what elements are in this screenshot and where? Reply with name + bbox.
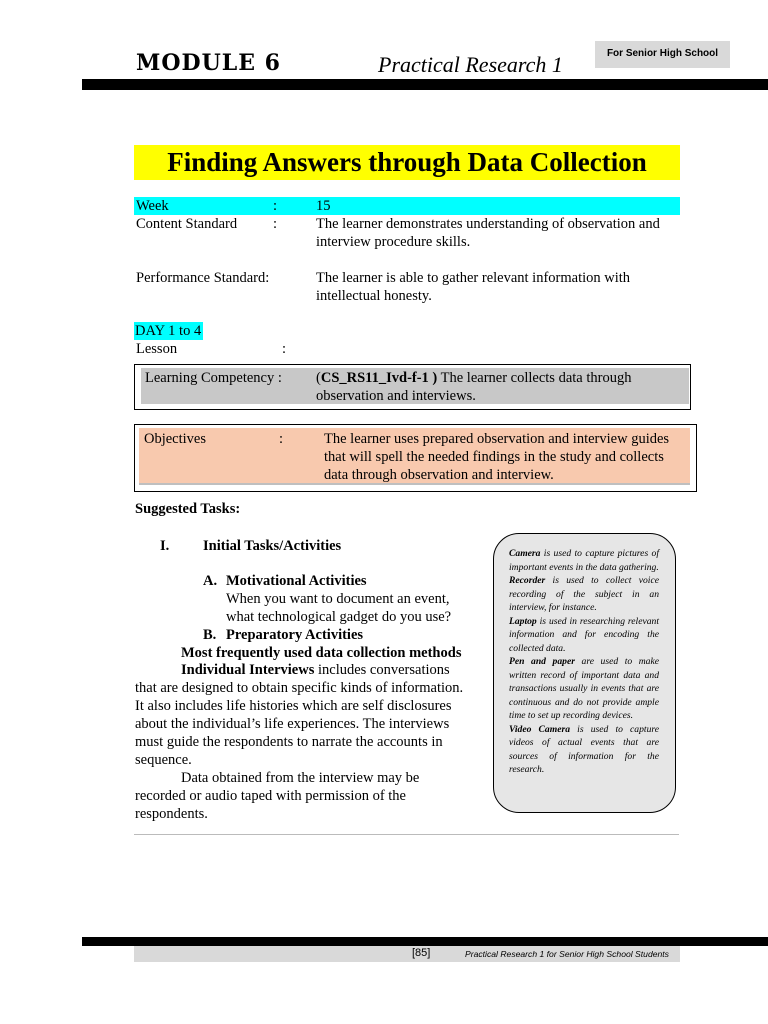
objectives-line2: that will spell the needed findings in the study and collects	[324, 449, 664, 465]
lesson-label: Lesson	[136, 341, 178, 357]
interviews-line6: sequence.	[135, 752, 192, 768]
page-number: [85]	[412, 947, 431, 959]
objectives-colon: :	[279, 431, 284, 447]
objectives-line1: The learner uses prepared observation and interview guides	[324, 431, 670, 447]
camera-term: Camera	[509, 548, 541, 559]
camera-text: is used to capture pictures of important events in the data gathering.	[509, 548, 659, 573]
objectives-label: Objectives	[144, 431, 207, 447]
footer-book-title: Practical Research 1 for Senior High School Students	[465, 949, 669, 959]
competency-code: CS_RS11_Ivd-f-1 )	[320, 370, 438, 386]
performance-standard-line1: The learner is able to gather relevant information with	[316, 270, 631, 286]
competency-text: The learner collects data through	[437, 370, 632, 386]
pen-paper-term: Pen and paper	[509, 656, 575, 667]
title-banner	[134, 145, 680, 180]
preparatory-heading: Preparatory Activities	[226, 627, 364, 643]
day-range: DAY 1 to 4	[135, 323, 202, 339]
week-colon: :	[273, 198, 278, 214]
recording-line2: recorded or audio taped with permission of the	[135, 788, 406, 804]
competency-line2: observation and interviews.	[316, 388, 476, 404]
laptop-entry	[509, 615, 659, 656]
interviews-line2: that are designed to obtain specific kinds of information.	[135, 680, 464, 696]
performance-standard-line2: intellectual honesty.	[316, 288, 432, 304]
interviews-line5: must guide the respondents to narrate the accounts in	[135, 734, 443, 750]
recording-line3: respondents.	[135, 806, 208, 822]
page-title: Finding Answers through Data Collection	[167, 147, 647, 177]
recording-line1: Data obtained from the interview may be	[181, 770, 420, 786]
initial-tasks-heading: Initial Tasks/Activities	[203, 538, 342, 554]
interviews-line3: It also includes life histories which are self disclosures	[135, 698, 452, 714]
item-b-label: B.	[203, 627, 217, 643]
gadgets-sidebox-text	[509, 547, 659, 777]
interviews-line1	[181, 661, 481, 679]
competency-paren: (	[316, 370, 321, 386]
content-standard-line2: interview procedure skills.	[316, 234, 471, 250]
pen-paper-entry	[509, 655, 659, 723]
motivational-line2: what technological gadget do you use?	[226, 609, 452, 625]
content-standard-label: Content Standard	[136, 216, 238, 232]
camera-entry	[509, 547, 659, 574]
header-rule	[82, 79, 768, 90]
motivational-line1: When you want to document an event,	[226, 591, 450, 607]
interviews-line4: about the individual’s life experiences. The interviews	[135, 716, 450, 732]
week-highlight	[134, 197, 680, 215]
laptop-text: is used in researching relevant information and for encoding the collected data.	[509, 615, 659, 654]
competency-label: Learning Competency :	[145, 370, 282, 386]
section-divider	[134, 834, 679, 835]
video-camera-text: is used to capture videos of actual events that are sources of information for the research.	[509, 723, 660, 775]
objectives-line3: data through observation and interview.	[324, 467, 554, 483]
subject-heading: Practical Research 1	[378, 52, 563, 77]
competency-line1	[316, 369, 631, 387]
pen-paper-text: are used to make written record of important data and transactions usually in events that are continuous and do not provide ample time to set up recording devices.	[509, 656, 659, 721]
roman-numeral: I.	[160, 538, 170, 554]
recorder-text: is used to collect voice recording of the subject in an interview, for instance.	[509, 575, 659, 613]
video-camera-term: Video Camera	[509, 723, 570, 735]
interviews-text: includes conversations	[314, 662, 450, 678]
methods-heading: Most frequently used data collection methods	[181, 645, 462, 661]
footer-rule	[82, 937, 768, 946]
video-camera-entry	[509, 723, 659, 777]
module-heading: MODULE 6	[136, 50, 281, 76]
motivational-heading: Motivational Activities	[226, 573, 367, 589]
content-standard-line1: The learner demonstrates understanding of observation and	[316, 216, 660, 232]
audience-badge: For Senior High School	[595, 41, 730, 68]
interviews-term: Individual Interviews	[181, 662, 315, 678]
suggested-tasks-heading: Suggested Tasks:	[135, 501, 241, 517]
item-a-label: A.	[203, 573, 218, 589]
performance-standard-label: Performance Standard:	[136, 270, 270, 286]
laptop-term: Laptop	[509, 615, 537, 627]
content-standard-colon: :	[273, 216, 278, 232]
recorder-entry	[509, 574, 659, 615]
week-label: Week	[136, 198, 169, 214]
recorder-term: Recorder	[509, 575, 546, 586]
lesson-colon: :	[282, 341, 287, 357]
week-value: 15	[316, 198, 331, 214]
